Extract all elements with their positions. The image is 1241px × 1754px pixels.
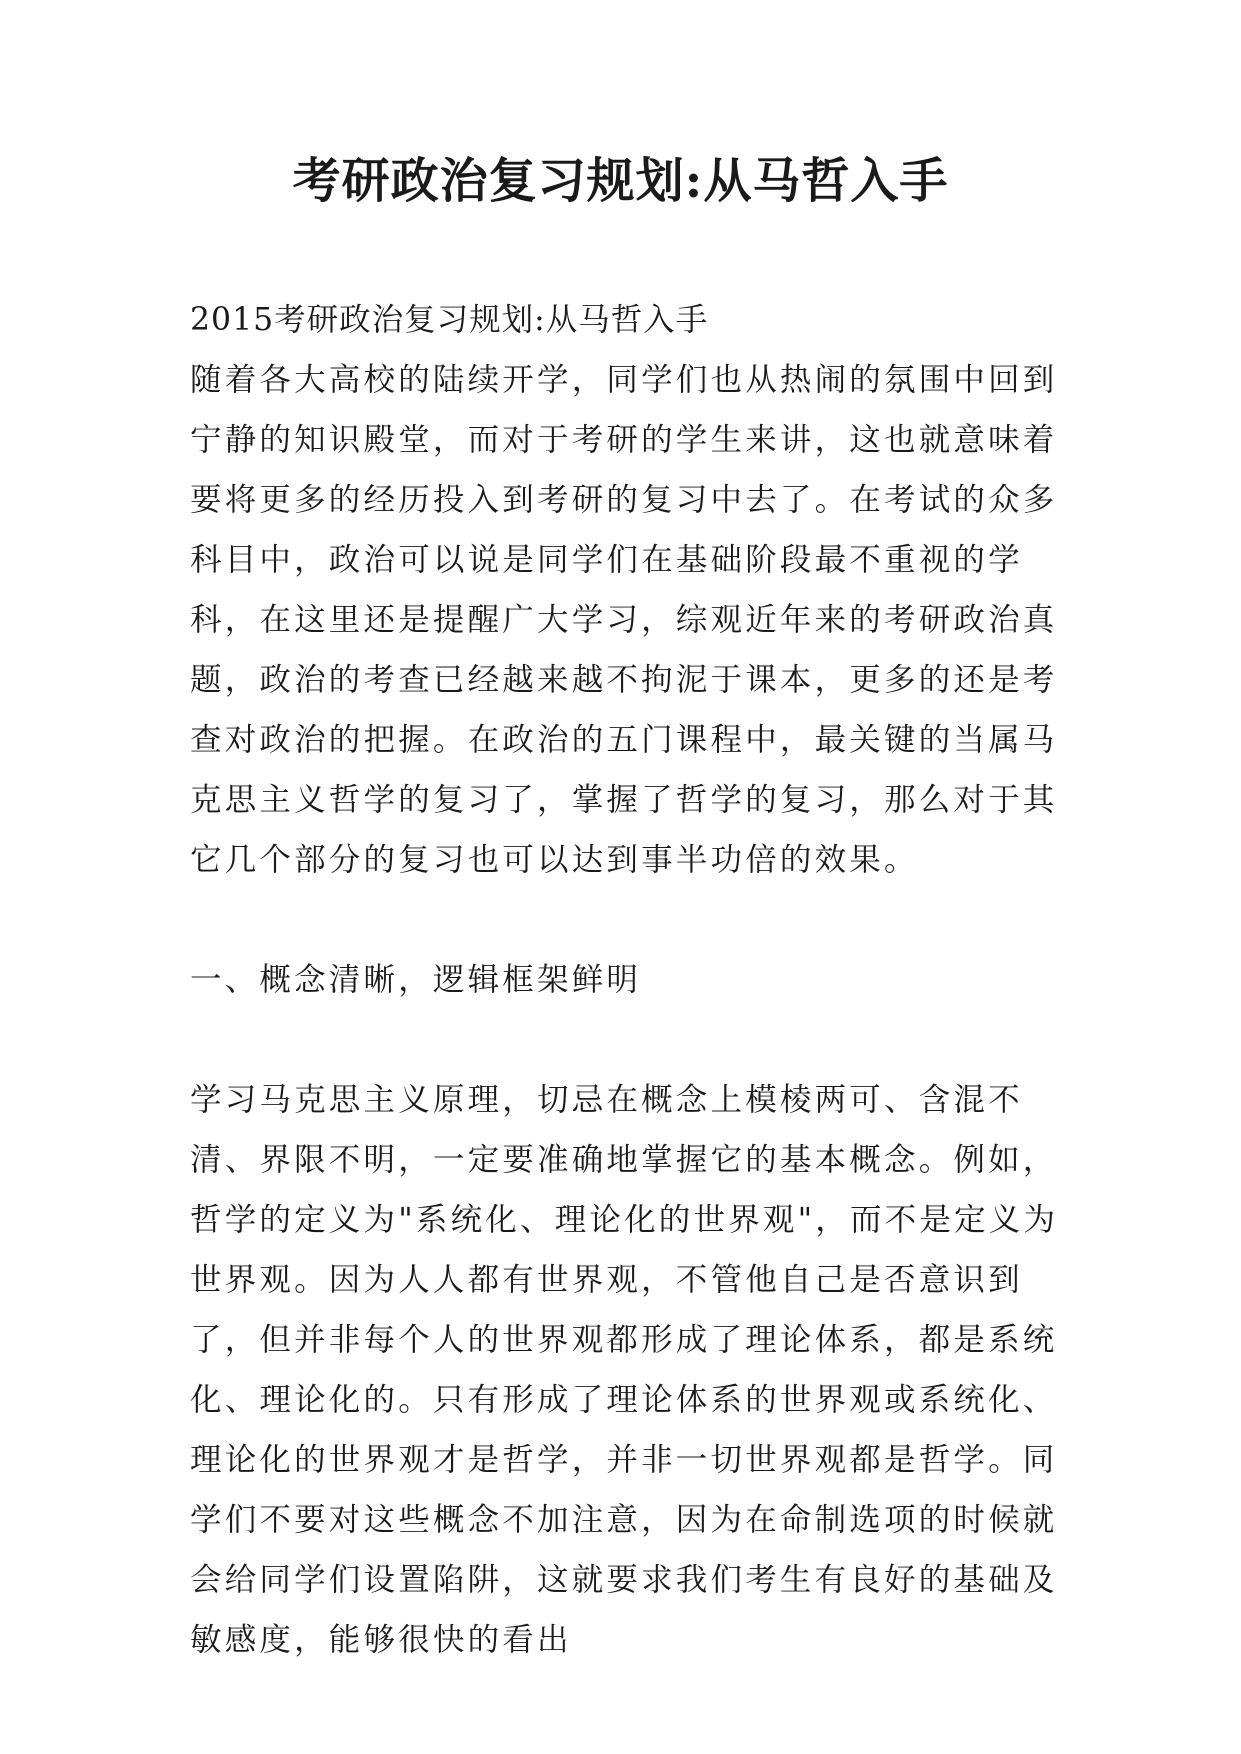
paragraph-spacer [190, 1010, 1070, 1070]
document-subtitle: 2015考研政治复习规划:从马哲入手 [190, 302, 709, 338]
intro-paragraph: 随着各大高校的陆续开学，同学们也从热闹的氛围中回到宁静的知识殿堂，而对于考研的学生来讲，这也就意味着要将更多的经历投入到考研的复习中去了。在考试的众多科目中，政治可以说是同学们在基础阶段最不重视的学科，在这里还是提醒广大学习，综观近年来的考研政治真题，政治的考查已经越来越不拘泥于课本，更多的还是考查对政治的把握。在政治的五门课程中，最关键的当属马克思主义哲学的复习了，掌握了哲学的复习，那么对于其它几个部分的复习也可以达到事半功倍的效果。 [190, 362, 1058, 878]
section-paragraph: 学习马克思主义原理，切忌在概念上模棱两可、含混不清、界限不明，一定要准确地掌握它的基本概念。例如，哲学的定义为"系统化、理论化的世界观"，而不是定义为世界观。因为人人都有世界观，不管他自己是否意识到了，但并非每个人的世界观都形成了理论体系，都是系统化、理论化的。只有形成了理论体系的世界观或系统化、理论化的世界观才是哲学，并非一切世界观都是哲学。同学们不要对这些概念不加注意，因为在命制选项的时候就会给同学们设置陷阱，这就要求我们考生有良好的基础及敏感度，能够很快的看出 [190, 1082, 1059, 1658]
document-body [190, 290, 1070, 1670]
section-heading: 一、概念清晰，逻辑框架鲜明 [190, 962, 642, 998]
paragraph-spacer [190, 890, 1070, 950]
document-title: 考研政治复习规划:从马哲入手 [292, 153, 949, 209]
